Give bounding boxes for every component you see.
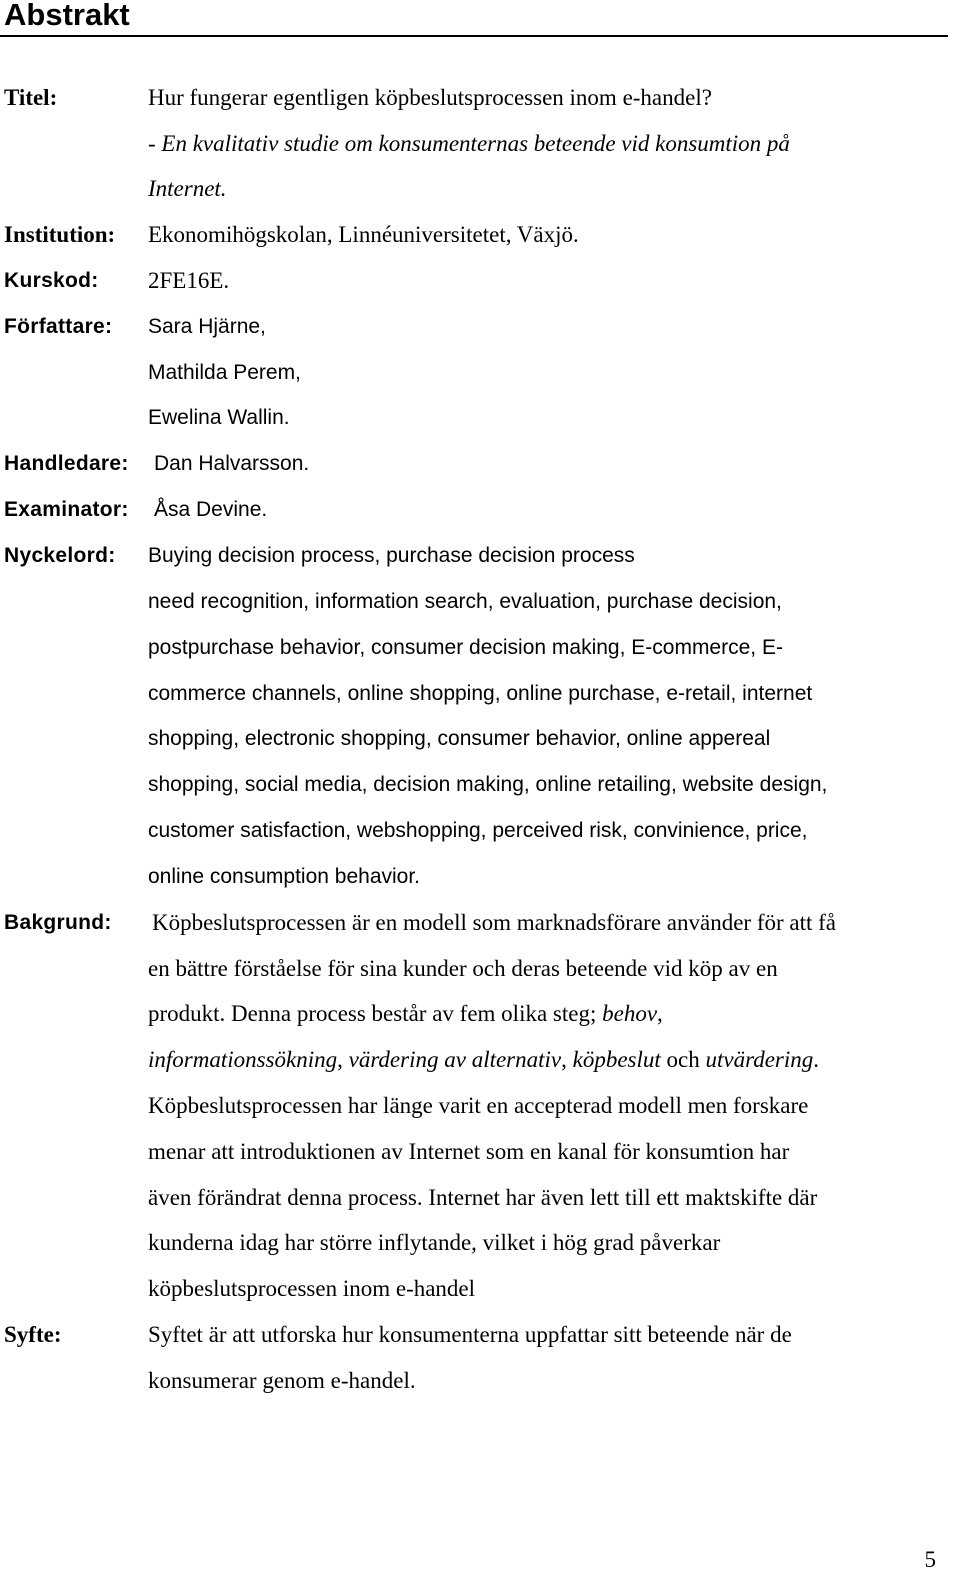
bakgrund-line: köpbeslutsprocessen inom e-handel <box>148 1276 476 1301</box>
term-vardering: värdering av alternativ <box>348 1047 562 1072</box>
bakgrund-text: , <box>657 1001 663 1026</box>
examinator-value: Åsa Devine. <box>154 498 268 521</box>
bakgrund-text: produkt. Denna process består av fem olika steg; <box>148 1001 603 1026</box>
keyword-line: need recognition, information search, evaluation, purchase decision, <box>148 590 782 613</box>
bakgrund-text: , <box>561 1047 573 1072</box>
term-kopbeslut: köpbeslut <box>572 1047 661 1072</box>
keyword-line: shopping, social media, decision making, online retailing, website design, <box>148 773 828 796</box>
label-institution: Institution: <box>4 222 116 247</box>
label-nyckelord: Nyckelord: <box>4 544 116 567</box>
titel-subtitle-line: Internet. <box>148 176 227 201</box>
syfte-line: konsumerar genom e-handel. <box>148 1368 416 1393</box>
syfte-line: Syftet är att utforska hur konsumenterna uppfattar sitt beteende när de <box>148 1322 792 1347</box>
label-forfattare: Författare: <box>4 315 113 338</box>
keyword-line: Buying decision process, purchase decision process <box>148 544 635 567</box>
bakgrund-text: , <box>337 1047 349 1072</box>
bakgrund-line: en bättre förståelse för sina kunder och deras beteende vid köp av en <box>148 956 778 981</box>
bakgrund-line: Köpbeslutsprocessen är en modell som marknadsförare använder för att få <box>152 910 837 935</box>
page-number: 5 <box>924 1547 936 1572</box>
bakgrund-line <box>148 1000 663 1028</box>
label-examinator: Examinator: <box>4 498 129 521</box>
term-utvardering: utvärdering <box>705 1047 814 1072</box>
bakgrund-line: även förändrat denna process. Internet har även lett till ett maktskifte där <box>148 1185 818 1210</box>
handledare-value: Dan Halvarsson. <box>154 452 310 475</box>
titel-line: Hur fungerar egentligen köpbeslutsprocessen inom e-handel? <box>148 85 712 110</box>
bakgrund-line <box>148 1046 819 1074</box>
author-name: Ewelina Wallin. <box>148 406 290 429</box>
keyword-line: online consumption behavior. <box>148 865 421 888</box>
bakgrund-line: menar att introduktionen av Internet som en kanal för konsumtion har <box>148 1139 790 1164</box>
bakgrund-text: . <box>813 1047 819 1072</box>
label-syfte: Syfte: <box>4 1322 62 1347</box>
kurskod-value: 2FE16E. <box>148 268 230 293</box>
label-handledare: Handledare: <box>4 452 129 475</box>
keyword-line: commerce channels, online shopping, online purchase, e-retail, internet <box>148 682 813 705</box>
institution-value: Ekonomihögskolan, Linnéuniversitetet, Växjö. <box>148 222 579 247</box>
author-name: Mathilda Perem, <box>148 361 301 384</box>
keyword-line: shopping, electronic shopping, consumer behavior, online appereal <box>148 727 771 750</box>
author-name: Sara Hjärne, <box>148 315 266 338</box>
section-heading: Abstrakt <box>4 0 130 32</box>
label-bakgrund: Bakgrund: <box>4 911 112 934</box>
keyword-line: customer satisfaction, webshopping, perceived risk, convinience, price, <box>148 819 808 842</box>
keyword-line: postpurchase behavior, consumer decision making, E-commerce, E- <box>148 636 783 659</box>
bakgrund-line: Köpbeslutsprocessen har länge varit en accepterad modell men forskare <box>148 1093 809 1118</box>
titel-subtitle-line: - En kvalitativ studie om konsumenternas beteende vid konsumtion på <box>148 131 790 156</box>
term-behov: behov <box>602 1001 658 1026</box>
label-titel: Titel: <box>4 85 58 110</box>
heading-divider <box>0 35 948 37</box>
bakgrund-text: och <box>660 1047 706 1072</box>
term-informationssokning: informationssökning <box>148 1047 338 1072</box>
label-kurskod: Kurskod: <box>4 269 99 292</box>
bakgrund-line: kunderna idag har större inflytande, vilket i hög grad påverkar <box>148 1230 721 1255</box>
